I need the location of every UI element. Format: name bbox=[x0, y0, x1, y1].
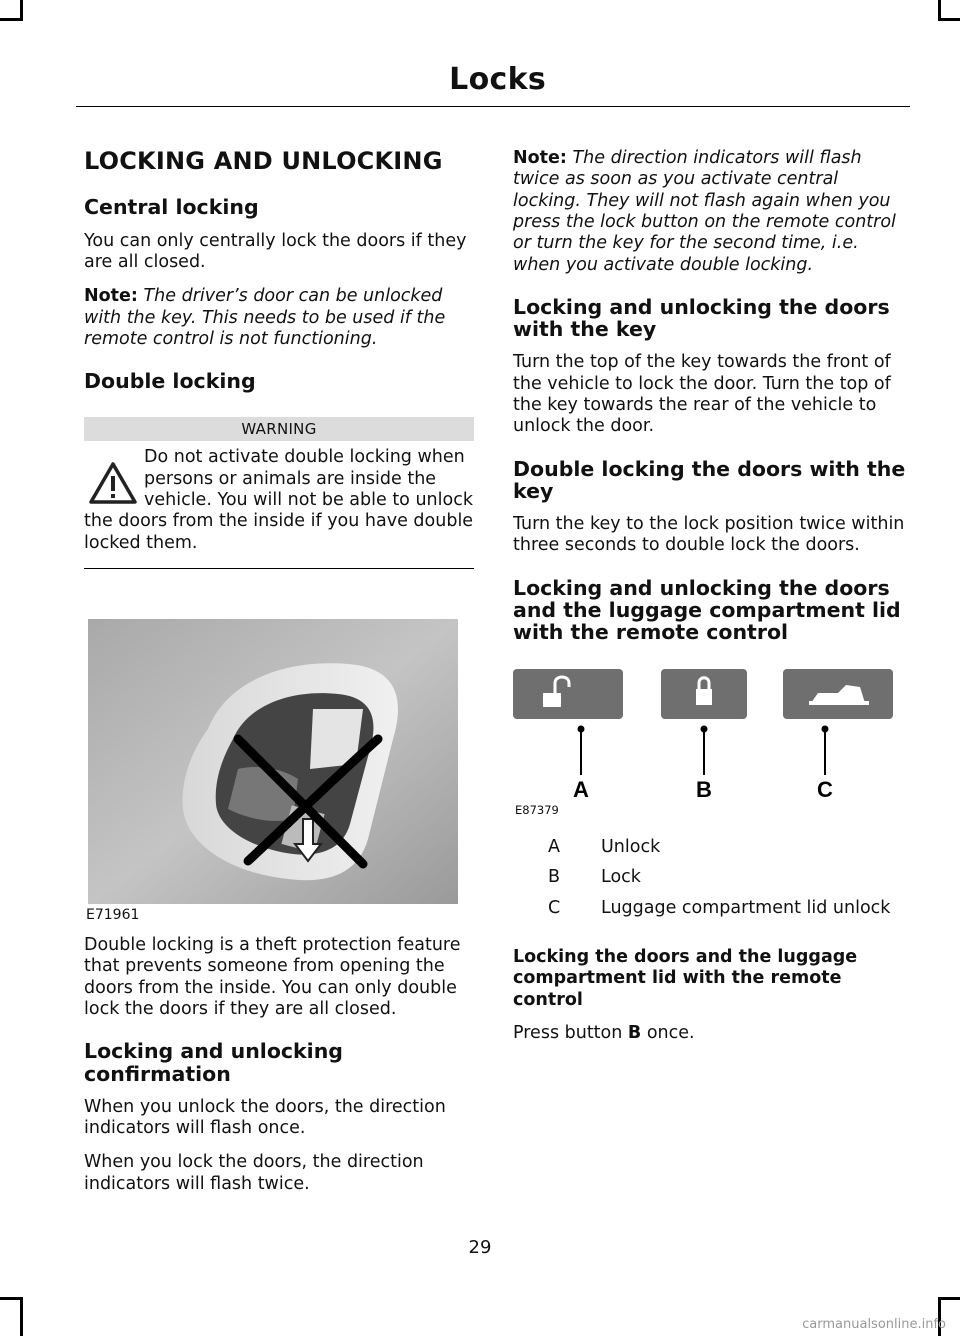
note-direction-indicators bbox=[513, 148, 908, 276]
watermark: carmanualsonline.info bbox=[802, 1317, 946, 1332]
header-rule bbox=[76, 106, 910, 107]
double-lock-key-heading: Double locking the doors with the key bbox=[513, 456, 906, 503]
crop-mark bbox=[0, 1297, 23, 1300]
warning-triangle-icon bbox=[88, 461, 138, 505]
legend-value: Luggage compartment lid unlock bbox=[601, 897, 891, 918]
note-label: Note: bbox=[513, 148, 567, 168]
legend-key: C bbox=[548, 897, 561, 918]
remote-buttons-figure bbox=[513, 663, 893, 803]
note-label: Note: bbox=[84, 286, 138, 307]
central-locking-text: You can only centrally lock the doors if they are all closed. bbox=[84, 230, 467, 272]
key-locking-text: Turn the top of the key towards the front of the vehicle to lock the door. Turn the top of the key towards the rear of the vehicle to unlock the door. bbox=[513, 352, 891, 437]
legend-value: Lock bbox=[601, 867, 641, 888]
label-a: A bbox=[573, 777, 589, 802]
warning-body bbox=[84, 447, 474, 554]
press-prefix: Press button bbox=[513, 1023, 623, 1044]
label-c: C bbox=[817, 777, 833, 802]
legend-key: B bbox=[548, 867, 561, 888]
figure-code: E87379 bbox=[515, 803, 559, 817]
press-suffix: once. bbox=[646, 1023, 695, 1044]
double-locking-text: Double locking is a theft protection feature that prevents someone from opening the doors from the inside. You can only double lock the doors if they are all closed. bbox=[84, 935, 461, 1020]
crop-mark bbox=[0, 18, 23, 21]
note-text: The driver’s door can be unlocked with the key. This needs to be used if the remote control is not functioning. bbox=[84, 286, 446, 349]
crop-mark bbox=[938, 18, 960, 21]
confirmation-text-unlock: When you unlock the doors, the direction indicators will flash once. bbox=[84, 1096, 446, 1139]
page-header-title: Locks bbox=[449, 62, 546, 97]
trunk-button-icon bbox=[783, 669, 893, 719]
legend-item bbox=[513, 867, 908, 888]
remote-control-heading: Locking and unlocking the doors and the luggage compartment lid with the remote control bbox=[513, 575, 901, 644]
legend-item bbox=[513, 837, 908, 858]
warning-box bbox=[84, 417, 474, 569]
note-text: The direction indicators will flash twice as soon as you activate central locking. They will not flash again when you press the lock button on the remote control or turn the key for the second time, i.e. when you activate double locking. bbox=[513, 148, 896, 275]
warning-text: Do not activate double locking when persons or animals are inside the vehicle. You will not be able to unlock the doors from the inside if you have double locked them. bbox=[84, 447, 474, 553]
double-locking-heading: Double locking bbox=[84, 369, 256, 394]
legend-list bbox=[513, 837, 908, 919]
legend-item bbox=[513, 898, 908, 919]
double-lock-key-text: Turn the key to the lock position twice within three seconds to double lock the doors. bbox=[513, 513, 905, 556]
warning-header: WARNING bbox=[84, 417, 474, 441]
lock-button-icon bbox=[661, 669, 747, 719]
door-handle-figure bbox=[84, 619, 474, 923]
legend-key: A bbox=[548, 837, 560, 857]
key-locking-heading: Locking and unlocking the doors with the key bbox=[513, 295, 890, 342]
page-number: 29 bbox=[468, 1237, 492, 1258]
remote-lock-subheading: Locking the doors and the luggage compartment lid with the remote control bbox=[513, 947, 858, 1010]
legend-value: Unlock bbox=[601, 837, 661, 857]
crop-mark bbox=[20, 1297, 23, 1336]
door-handle-photo bbox=[88, 619, 458, 904]
left-column bbox=[84, 148, 474, 1208]
crop-mark bbox=[20, 0, 23, 18]
press-button-instruction bbox=[513, 1023, 908, 1044]
confirmation-heading: Locking and unlocking confirmation bbox=[84, 1039, 343, 1086]
confirmation-text-lock: When you lock the doors, the direction indicators will flash twice. bbox=[84, 1152, 424, 1194]
note-driver-door bbox=[84, 286, 474, 350]
label-b: B bbox=[696, 777, 712, 802]
unlock-button-icon bbox=[513, 669, 623, 719]
crop-mark bbox=[938, 1297, 960, 1300]
press-button-name: B bbox=[627, 1023, 642, 1044]
figure-code: E71961 bbox=[86, 907, 140, 924]
central-locking-heading: Central locking bbox=[84, 195, 259, 220]
crop-mark bbox=[938, 0, 941, 18]
section-title: LOCKING AND UNLOCKING bbox=[84, 147, 443, 175]
right-column bbox=[513, 148, 908, 1057]
